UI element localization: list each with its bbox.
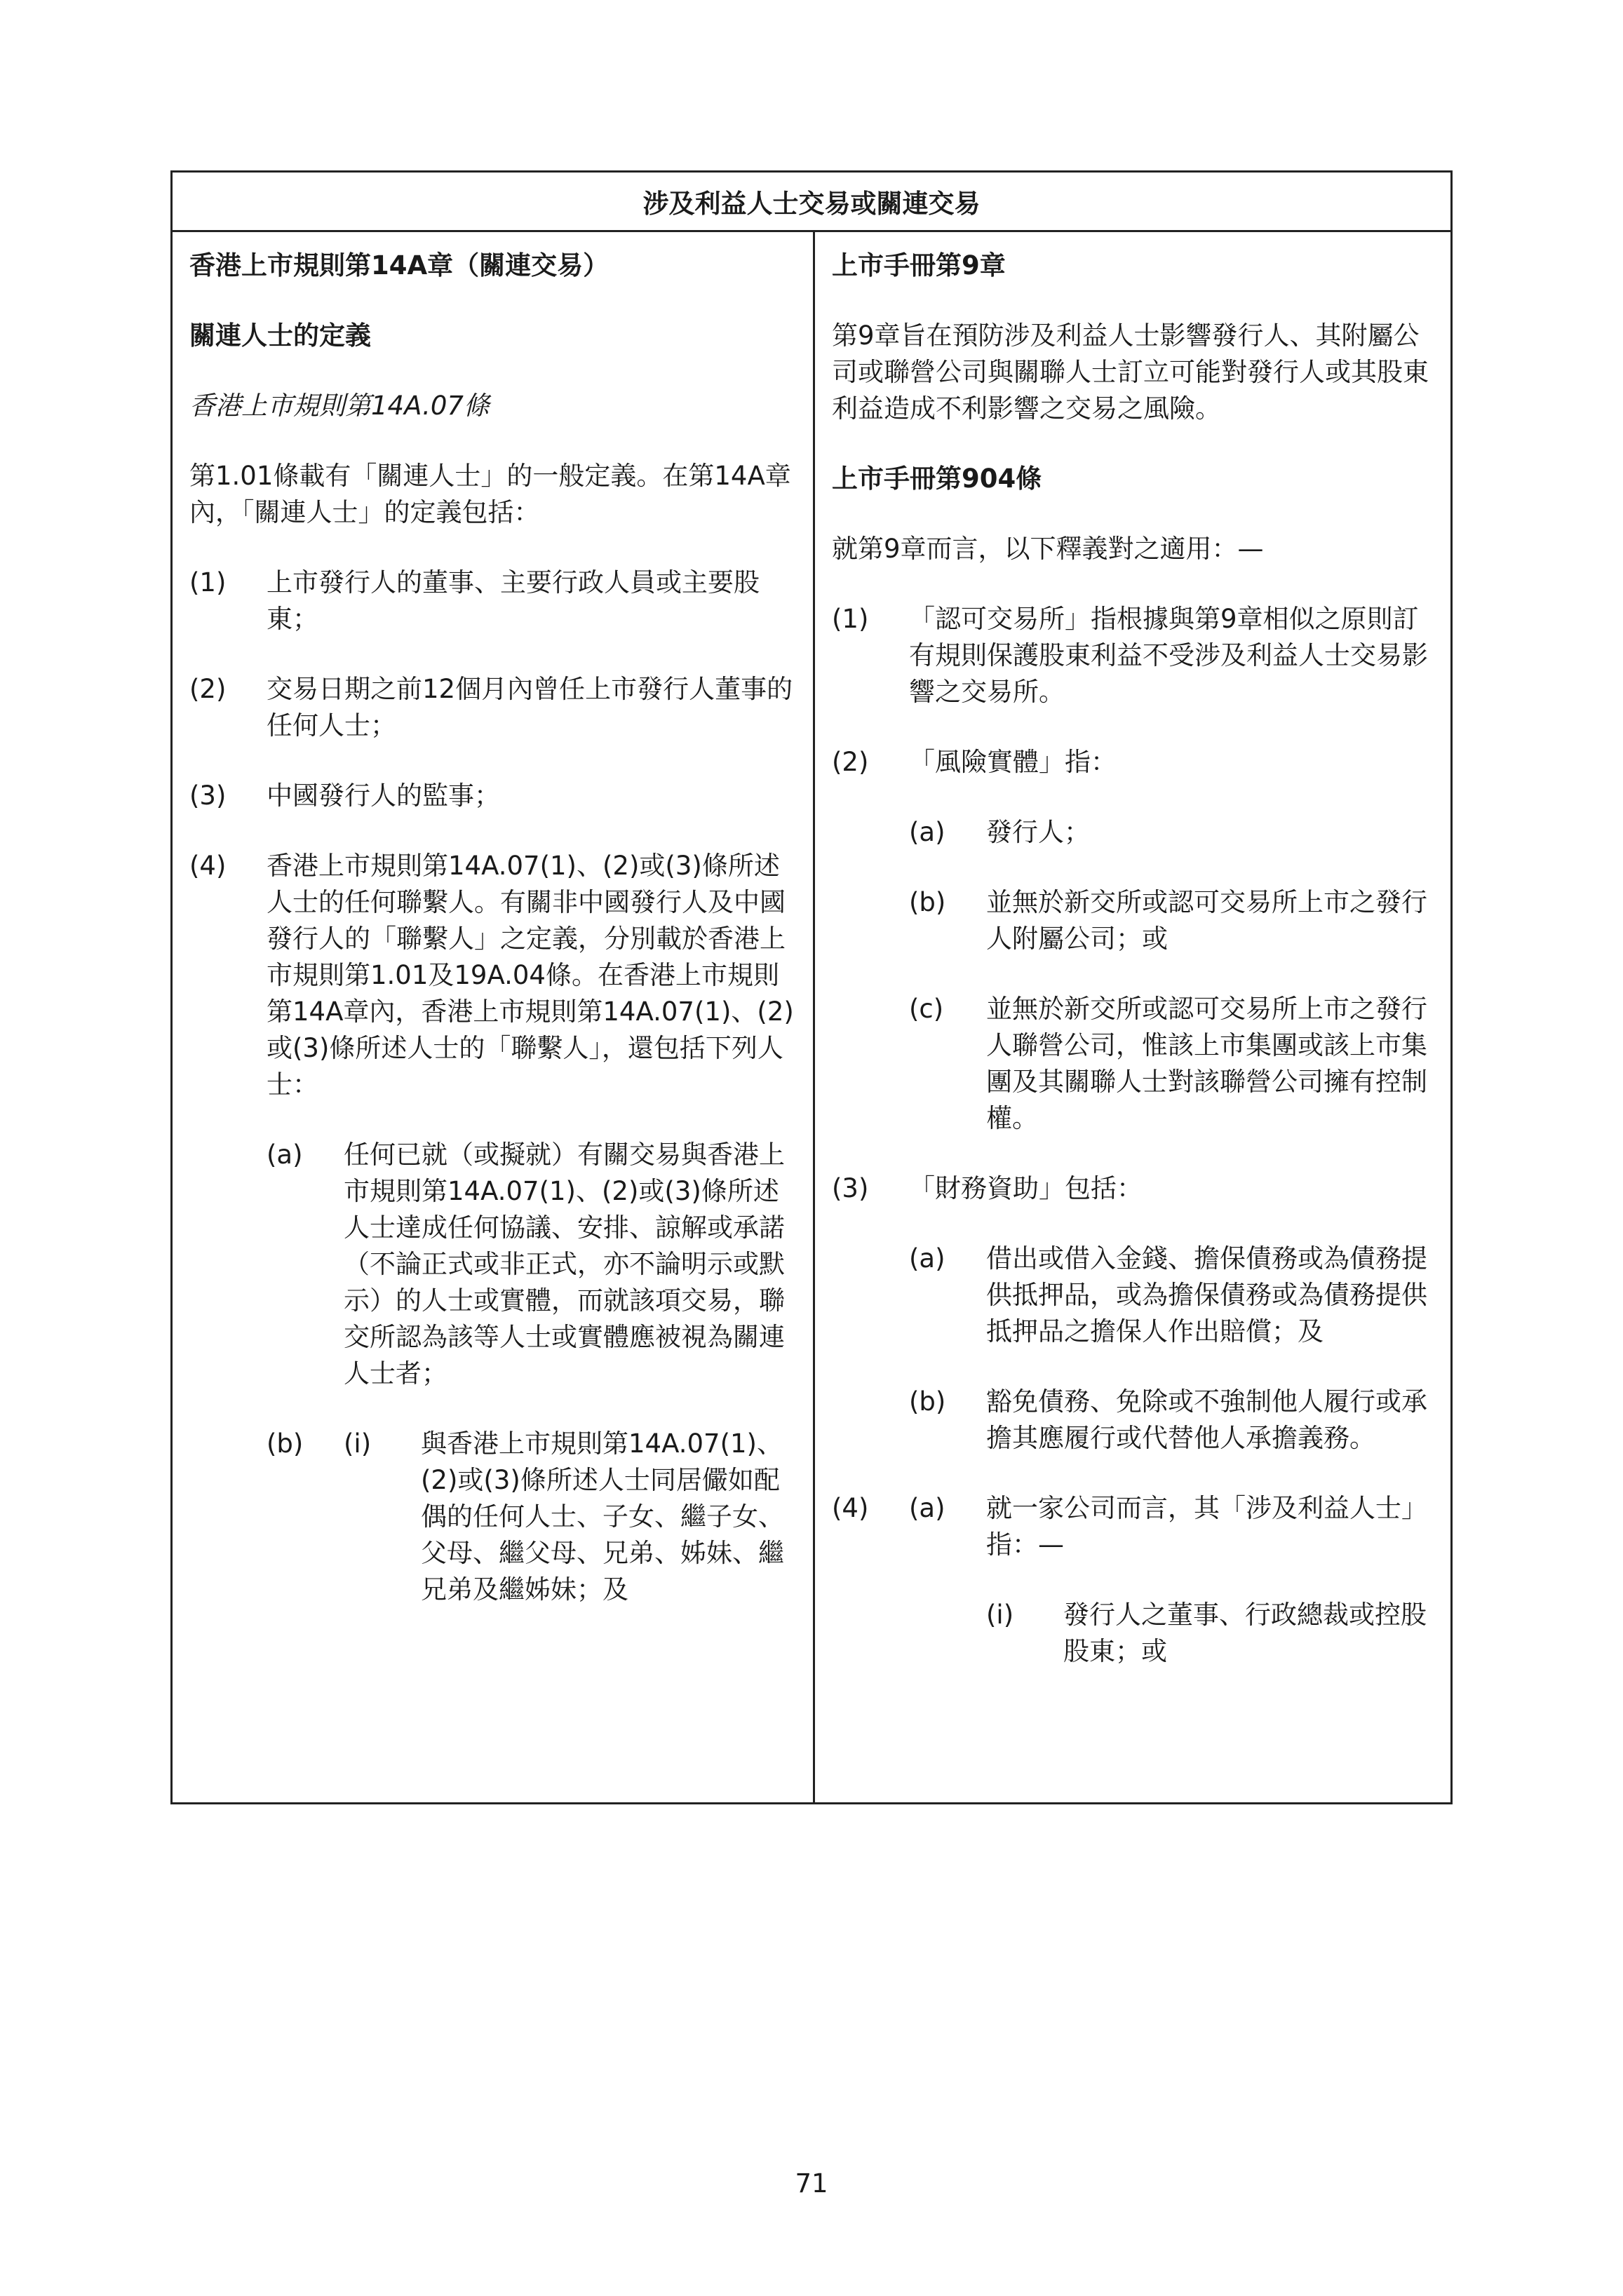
left-intro: 第1.01條載有「關連人士」的一般定義。在第14A章內，「關連人士」的定義包括：	[189, 461, 791, 527]
item-number: (3)	[189, 781, 227, 811]
page-number: 71	[795, 2168, 828, 2199]
right-item-4-sub-i	[832, 1597, 1434, 1670]
right-column	[815, 232, 1450, 1802]
item-number: (2)	[189, 674, 227, 704]
right-item-3-sub-a	[832, 1241, 1434, 1350]
right-item-1	[832, 601, 1434, 710]
right-item-3-sub-b	[832, 1384, 1434, 1457]
left-item-2	[189, 671, 796, 744]
comparison-table	[170, 170, 1453, 1804]
right-item-2-sub-b	[832, 884, 1434, 957]
item-text: 借出或借入金錢、擔保債務或為債務提供抵押品，或為擔保債務或為債務提供抵押品之擔保人作出賠償；及	[986, 1243, 1427, 1346]
item-number: (4)	[189, 851, 227, 881]
left-item-4	[189, 848, 796, 1103]
item-number: (1)	[832, 604, 869, 634]
right-item-2	[832, 744, 1434, 781]
item-number: (b)	[909, 887, 946, 917]
item-text: 「風險實體」指：	[909, 747, 1117, 777]
item-text: 「認可交易所」指根據與第9章相似之原則訂有規則保護股東利益不受涉及利益人士交易影響之交易所。	[909, 604, 1428, 707]
left-column	[173, 232, 813, 1802]
left-item-1	[189, 565, 796, 637]
item-text: 上市發行人的董事、主要行政人員或主要股東；	[267, 567, 760, 634]
item-number: (2)	[832, 747, 869, 777]
right-item-2-sub-a	[832, 814, 1434, 851]
item-number: (1)	[189, 567, 227, 597]
right-intro: 第9章旨在預防涉及利益人士影響發行人、其附屬公司或聯營公司與關聯人士訂立可能對發行人或其股東利益造成不利影響之交易之風險。	[832, 320, 1429, 424]
item-number: (a)	[267, 1140, 303, 1170]
item-text: 發行人之董事、行政總裁或控股股東；或	[1063, 1600, 1427, 1666]
item-text: 並無於新交所或認可交易所上市之發行人聯營公司，惟該上市集團或該上市集團及其關聯人士對該聯營公司擁有控制權。	[986, 994, 1427, 1133]
right-item-2-sub-c	[832, 991, 1434, 1137]
item-subnumber: (a)	[909, 1493, 945, 1523]
left-subitem-b	[189, 1426, 796, 1608]
right-heading: 上市手冊第9章	[832, 250, 1006, 281]
item-text: 中國發行人的監事；	[267, 781, 500, 811]
left-heading: 香港上市規則第14A章（關連交易）	[189, 250, 610, 281]
item-text: 與香港上市規則第14A.07(1)、(2)或(3)條所述人士同居儼如配偶的任何人士、子女、繼子女、父母、繼父母、兄弟、姊妹、繼兄弟及繼姊妹；及	[421, 1429, 784, 1605]
left-rule-reference: 香港上市規則第14A.07條	[189, 391, 490, 421]
item-text: 發行人；	[986, 817, 1090, 847]
item-text: 就一家公司而言，其「涉及利益人士」指：—	[986, 1493, 1427, 1560]
item-number: (b)	[267, 1429, 304, 1459]
item-subnumber: (i)	[344, 1429, 372, 1459]
item-text: 豁免債務、免除或不強制他人履行或承擔其應履行或代替他人承擔義務。	[986, 1386, 1427, 1453]
item-number: (c)	[909, 994, 944, 1024]
table-header: 涉及利益人士交易或關連交易	[173, 173, 1450, 232]
item-text: 任何已就（或擬就）有關交易與香港上市規則第14A.07(1)、(2)或(3)條所述人士達成任何協議、安排、諒解或承諾（不論正式或非正式，亦不論明示或默示）的人士或實體，而就該項交易，聯交所認為該等人士或實體應被視為關連人士者；	[344, 1140, 785, 1389]
right-item-3	[832, 1170, 1434, 1207]
left-subitem-a	[189, 1137, 796, 1392]
item-text: 並無於新交所或認可交易所上市之發行人附屬公司；或	[986, 887, 1427, 954]
item-number: (a)	[909, 1243, 945, 1274]
item-text: 香港上市規則第14A.07(1)、(2)或(3)條所述人士的任何聯繫人。有關非中國發行人及中國發行人的「聯繫人」之定義，分別載於香港上市規則第1.01及19A.04條。在香港上市規則第14A章內，香港上市規則第14A.07(1)、(2)或(3)條所述人士的「聯繫人」，還包括下列人士：	[267, 851, 794, 1100]
right-intro-2: 就第9章而言，以下釋義對之適用：—	[832, 534, 1264, 564]
item-number: (3)	[832, 1173, 869, 1203]
item-number: (4)	[832, 1493, 869, 1523]
right-item-4	[832, 1490, 1434, 1563]
right-subheading: 上市手冊第904條	[832, 464, 1042, 494]
item-text: 交易日期之前12個月內曾任上市發行人董事的任何人士；	[267, 674, 793, 741]
item-text: 「財務資助」包括：	[909, 1173, 1143, 1203]
left-subheading: 關連人士的定義	[189, 320, 371, 351]
item-number: (a)	[909, 817, 945, 847]
item-number: (b)	[909, 1386, 946, 1417]
left-item-3	[189, 778, 796, 814]
item-number: (i)	[986, 1600, 1014, 1630]
